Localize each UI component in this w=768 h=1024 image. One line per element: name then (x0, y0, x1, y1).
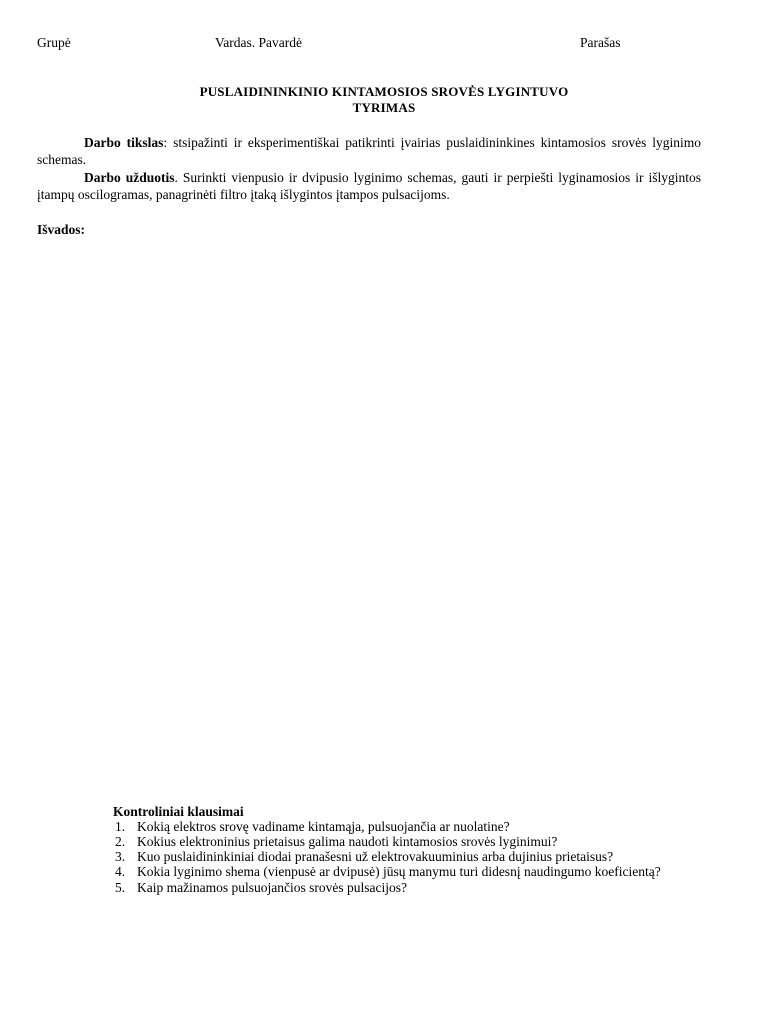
task-label: Darbo užduotis (84, 170, 175, 185)
question-text: Kokius elektroninius prietaisus galima naudoti kintamosios srovės lyginimui? (137, 834, 558, 849)
question-number: 2. (115, 834, 126, 849)
goal-text: : stsipažinti ir eksperimentiškai patikrinti įvairias puslaidininkines kintamosios srovės lyginimo schemas. (37, 135, 701, 167)
header-signature-label: Parašas (580, 35, 621, 50)
question-number: 1. (115, 819, 126, 834)
question-number: 4. (115, 864, 126, 879)
document-title-line-2: TYRIMAS (352, 100, 416, 115)
questions-title: Kontroliniai klausimai (113, 804, 244, 819)
list-item (113, 819, 697, 834)
task-paragraph (37, 169, 701, 203)
goal-label: Darbo tikslas (84, 135, 164, 150)
conclusions-label: Išvados: (37, 222, 86, 237)
question-text: Kuo puslaidininkiniai diodai pranašesni už elektrovakuuminius arba dujinius prietaisus? (137, 849, 614, 864)
list-item (113, 849, 697, 864)
list-item (113, 880, 697, 895)
question-number: 5. (115, 880, 126, 895)
task-text: . Surinkti vienpusio ir dvipusio lyginimo schemas, gauti ir perpiešti lyginamosios ir išlygintos įtampų oscilogramas, panagrinėti filtro įtaką išlygintos įtampos pulsacijoms. (37, 170, 701, 202)
list-item (113, 864, 697, 880)
question-text: Kokia lyginimo shema (vienpusė ar dvipusė) jūsų manymu turi didesnį naudingumo koeficientą? (137, 864, 661, 879)
question-text: Kokią elektros srovę vadiname kintamąja, pulsuojančia ar nuolatine? (137, 819, 510, 834)
header-name-label: Vardas. Pavardė (215, 35, 302, 50)
question-number: 3. (115, 849, 126, 864)
header-group-label: Grupė (37, 35, 71, 50)
goal-paragraph (37, 134, 701, 168)
questions-list (113, 819, 713, 895)
document-title-line-1: PUSLAIDININKINIO KINTAMOSIOS SROVĖS LYGINTUVO (199, 84, 569, 99)
question-text: Kaip mažinamos pulsuojančios srovės pulsacijos? (137, 880, 407, 895)
control-questions-section (113, 804, 713, 895)
list-item (113, 834, 697, 849)
